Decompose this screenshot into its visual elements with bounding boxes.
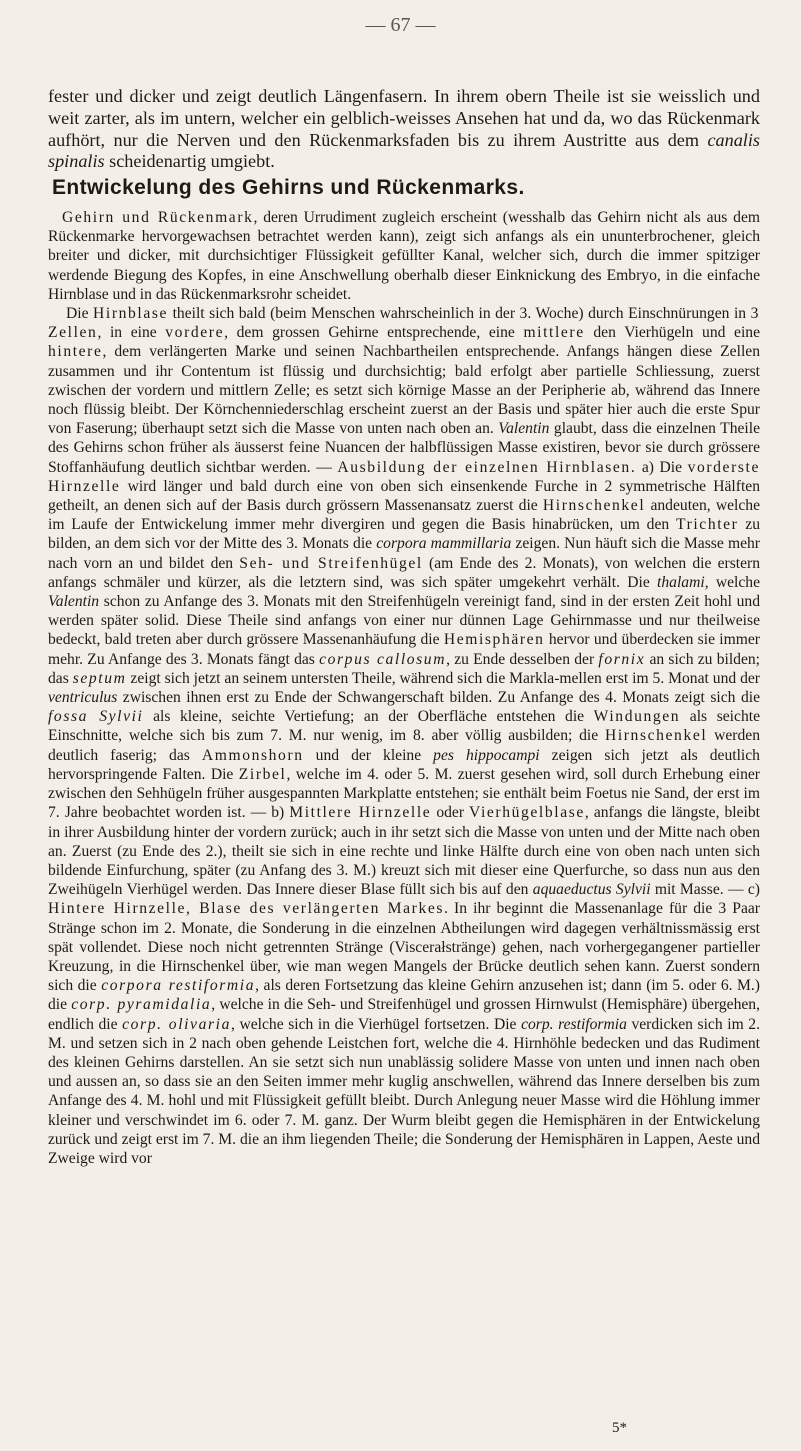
paragraph-2	[48, 304, 760, 1168]
p2-run: Hintere Hirnzelle, Blase des verlängerten Markes	[48, 900, 445, 918]
p2-run: corpora mammillaria	[376, 535, 512, 553]
p2-run: Ausbildung der einzelnen Hirnblasen.	[337, 458, 637, 476]
p2-run: werden deutlich faserig; das	[48, 727, 760, 764]
p2-run: corp. restiformia	[521, 1015, 627, 1033]
p2-run: aquaeductus Sylvii	[532, 881, 651, 899]
p2-run: (am Ende des 2. Monats), von welchen die erstern anfangs schmäler und kürzer, als die letztern sind, was sich später umgekehrt verhält. Die	[48, 554, 761, 591]
p2-run: corpus callosum	[319, 650, 447, 668]
p2-run: corp. pyramidalia	[71, 996, 212, 1014]
p2-run: theilt sich bald (beim Menschen wahrscheinlich in der 3. Woche) durch Einschnürungen in	[168, 305, 751, 323]
p2-run: oder	[431, 804, 470, 822]
p2-run: pes hippocampi	[433, 746, 540, 764]
p2-run: Trichter	[676, 516, 739, 534]
p2-run: Zirbel	[238, 765, 287, 783]
p2-run: , welche im 4. oder 5. M. zuerst gesehen wird, soll durch Erhebung einer zwischen den Sehhügeln früher ausgespannten Markplatte entstehen; sie enthält beim Foetus nie Sand, der erst im 7. Jahre beobachtet worden ist. — b)	[48, 765, 760, 822]
p2-run: , welche sich in die Vierhügel fortsetzen. Die	[230, 1015, 522, 1033]
p2-run: fornix	[598, 650, 646, 668]
p2-run: , welche in die Seh- und Streifenhügel und grossen Hirnwulst (Hemisphäre) übergehen, endlich die	[48, 996, 760, 1033]
signature-mark: 5*	[612, 1420, 627, 1436]
p2-run: corpora restiformia	[101, 977, 256, 995]
p2-run: vorderste Hirnzelle	[48, 458, 760, 495]
p2-run: , anfangs die längste, bleibt in ihrer Ausbildung hinter der vordern zurück; auch in ihr setzt sich die Masse von unten und der Mitte nach oben an. Zuerst (zu Ende des 2.), theilt sie sich in eine rechte und linke Hälfte durch eine von oben nach unten sich bildende Einfurchung, später (zu Anfang des 3. M.) kreuzt sich mit dieser eine Querfurche, so dass nun aus den Zweihügeln Vierhügel werden. Das Innere dieser Blase füllt sich bis auf den	[48, 804, 760, 899]
section-heading: Entwickelung des Gehirns und Rückenmarks.	[52, 176, 525, 199]
p2-run: septum	[72, 669, 127, 687]
p2-run: mit Masse. — c)	[650, 881, 760, 899]
page-number: — 67 —	[365, 14, 436, 36]
p2-run: a) Die	[636, 458, 688, 476]
p2-run: . In ihr beginnt die Massenanlage für die 3 Paar Stränge schon im 2. Monate, die Sonderung in die einzelnen Abtheilungen wird dagegen verhältnissmässig erst spät vollendet. Diese noch nicht getrennten Stränge (Viscerałstränge) gehen, nach vorhergegangener partieller Kreuzung, in die Hirnschenkel über, wie man wegen Mangels der Brücke deutlich sehen kann. Zuerst sondern sich die	[48, 900, 760, 995]
p2-run: fossa Sylvii	[48, 708, 144, 726]
p2-run: an sich zu bilden; das	[48, 650, 761, 687]
p2-run: andeuten, welche im Laufe der Entwickelung immer mehr divergiren und gegen die Basis hinabrücken, um den	[48, 497, 760, 534]
p2-run: als seichte Einschnitte, welche sich bis zum 7. M. nur wenig, im 8. aber völlig ausbilden; die	[48, 708, 760, 745]
p2-run: hintere	[48, 343, 103, 361]
p2-run: verdicken sich im 2. M. und setzen sich in 2 nach oben gehende Leistchen fort, welche die 4. Hirnhöhle bedecken und das Rudiment des kleinen Gehirns darstellen. An sie setzt sich nun unablässig solidere Masse von unten und innen nach oben und aussen an, so dass sie an den Seiten immer mehr kuglig anschwellen, während das Innere derselben bis zum Anfange des 4. M. hohl und mit Flüssigkeit gefüllt bleibt. Durch Anlegung neuer Masse wird die Höhlung immer kleiner und verschwindet im 6. oder 7. M. ganz. Der Wurm bleibt gegen die Hemisphären in der Entwickelung zurück und zeigt erst im 7. M. die an ihm liegenden Theile; die Sonderung der Hemisphären in Lappen, Aeste und Zweige wird vor	[48, 1015, 760, 1167]
p2-run: glaubt, dass die einzelnen Theile des Gehirns schon früher als äusserst feine Nuancen der halbflüssigen Masse existiren, bevor sie durch grössere Stoffanhäufung deutlich sichtbar werden. —	[48, 420, 761, 476]
p2-run: zeigen sich jetzt als deutlich hervorspringende Falten. Die	[48, 746, 760, 783]
p2-run: Ammonshorn	[201, 746, 304, 764]
p2-run: hervor und überdecken sie immer mehr. Zu Anfange des 3. Monats fängt das	[48, 631, 760, 668]
p2-run: Valentin	[498, 420, 550, 438]
paragraph-1	[48, 208, 760, 304]
p2-run: den Vierhügeln und eine	[584, 324, 761, 342]
p2-run: corp. olivaria	[122, 1015, 231, 1033]
p1-run: , deren Urrudiment zugleich erscheint (wesshalb das Gehirn nicht als aus dem Rückenmarke hervorgewachsen betrachtet werden kann), zeigt sich anfangs als ein ununterbrochener, gleich breiter und dicker, mit durchsichtiger Flüssigkeit gefüllter Kanal, welcher sich, durch die immer spitziger werdende Biegung des Kopfes, in eine Anschwellung oberhalb dieser Einknickung des Embryo, in die einfache Hirnblase und in das Rückenmarksrohr scheidet.	[48, 209, 760, 303]
p2-run: Hirnschenkel	[604, 727, 708, 745]
p2-run: , als deren Fortsetzung das kleine Gehirn anzusehen ist; dann (im 5. oder 6. M.) die	[48, 977, 761, 1014]
p2-run: als kleine, seichte Vertiefung; an der Oberfläche entstehen die	[143, 708, 594, 726]
p2-run: zeigt sich jetzt an seinem untersten Theile, während sich die Markla-mellen erst im 5. Monat und der	[126, 669, 760, 687]
p2-run: Mittlere Hirnzelle	[289, 804, 432, 822]
p2-run: zu bilden, an dem sich vor der Mitte des 3. Monats die	[48, 516, 760, 553]
p2-run: , zu Ende desselben der	[446, 650, 599, 668]
p2-run: thalami	[657, 573, 705, 591]
p2-run: , dem grossen Gehirne entsprechende, eine	[224, 324, 524, 342]
section-body	[48, 208, 760, 1168]
intro-run: canalis spinalis	[48, 129, 760, 172]
intro-run: scheidenartig umgiebt.	[104, 151, 275, 172]
p2-run: vordere	[165, 324, 225, 342]
p2-run: Die	[66, 305, 94, 323]
p2-run: , dem verlängerten Marke und seinen Nachbartheilen entsprechende. Anfangs hängen diese Zellen zusammen und ihr Contentum ist flüssig und durchsichtig; bald erfolgt aber partielle Schliessung, zuerst zwischen der vordern und mittlern Zelle; es setzt sich körnige Masse an der Peripherie ab, während das Innere noch flüssig bleibt. Der Körnchenniederschlag erscheint zuerst an der Basis und später hier auch die erste Spur von Faserung; überhaupt setzt sich die Masse von unten nach oben an.	[48, 343, 760, 438]
p2-run: Vierhügelblase	[469, 804, 585, 822]
p2-run: Hemisphären	[443, 631, 545, 649]
p2-run: mittlere	[523, 324, 585, 342]
p1-run: Gehirn und Rückenmark	[62, 209, 254, 226]
p2-run: Windungen	[593, 708, 681, 726]
p2-run: wird länger und bald durch eine von oben sich einsenkende Furche in 2 symmetrische Hälften getheilt, an denen sich auf der Basis durch grössern Massenansatz zuerst die	[48, 477, 760, 515]
p2-run: , in eine	[97, 324, 166, 342]
p2-run: Hirnblase	[93, 305, 169, 323]
p2-run: ventriculus	[48, 689, 118, 707]
p2-run: Hirnschenkel	[542, 497, 646, 515]
p2-run: zwischen ihnen erst zu Ende der Schwangerschaft bilden. Zu Anfange des 4. Monats zeigt sich die	[117, 689, 760, 707]
intro-paragraph	[48, 86, 760, 173]
p2-run: zeigen. Nun häuft sich die Masse mehr nach vorn an und bildet den	[48, 535, 760, 572]
p2-run: Seh- und Streifenhügel	[239, 554, 423, 572]
p2-run: Valentin	[48, 593, 100, 611]
intro-run: fester und dicker und zeigt deutlich Längenfasern. In ihrem obern Theile ist sie weisslich und weit zarter, als im untern, welcher ein gelblich-weisses Ansehen hat und da, wo das Rückenmark aufhört, nur die Nerven und den Rückenmarksfaden bis zu ihrem Austritte aus dem	[48, 86, 760, 150]
p2-run: und der kleine	[303, 746, 434, 764]
p2-run: , welche	[704, 573, 761, 591]
p2-run: schon zu Anfange des 3. Monats mit den Streifenhügeln vereinigt fand, sind in der ersten Zeit hohl und werden später solid. Diese Theile sind anfangs von einer nur dünnen Lage Gehirnmasse und nur theilweise bedeckt, bald treten aber durch grössere Massenanhäufung die	[48, 593, 760, 649]
p2-run: 3 Zellen	[48, 305, 760, 342]
